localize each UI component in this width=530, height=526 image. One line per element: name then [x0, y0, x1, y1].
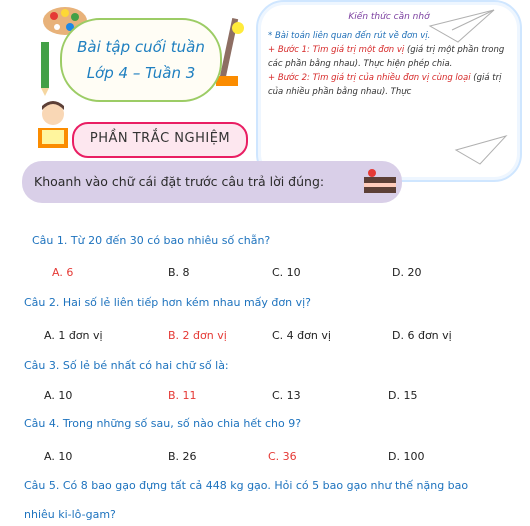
pencil-icon [34, 38, 56, 98]
child-reading-icon [32, 100, 74, 152]
q1-option-a[interactable]: A. 6 [52, 266, 74, 279]
q4-option-a[interactable]: A. 10 [44, 450, 73, 463]
q3-option-b[interactable]: B. 11 [168, 389, 197, 402]
knowledge-line-1: * Bài toán liên quan đến rút về đơn vị. [268, 31, 431, 41]
q4-option-d[interactable]: D. 100 [388, 450, 425, 463]
q1-option-c[interactable]: C. 10 [272, 266, 301, 279]
question-2: Câu 2. Hai số lẻ liên tiếp hơn kém nhau mấy đơn vị? [24, 296, 312, 309]
q3-option-c[interactable]: C. 13 [272, 389, 301, 402]
paper-plane-icon [428, 6, 498, 46]
knowledge-step-1 [268, 43, 506, 71]
instruction-text: Khoanh vào chữ cái đặt trước câu trả lời đúng: [34, 174, 325, 189]
cake-icon [362, 167, 398, 197]
step-1-text: (giá trị một phần trong các phần bằng nhau). Thực hiện phép chia. [268, 45, 505, 69]
step-2-text: (giá trị của nhiều phần bằng nhau). Thực [268, 73, 502, 97]
q3-option-d[interactable]: D. 15 [388, 389, 418, 402]
title-line-2: Lớp 4 – Tuần 3 [86, 64, 196, 82]
knowledge-heading: Kiến thức cần nhớ [348, 12, 430, 22]
question-5: Câu 5. Có 8 bao gạo đựng tất cả 448 kg gạo. Hỏi có 5 bao gạo như thế nặng bao [24, 479, 469, 492]
q2-option-a[interactable]: A. 1 đơn vị [44, 329, 103, 342]
question-3: Câu 3. Số lẻ bé nhất có hai chữ số là: [24, 359, 229, 372]
step-1-label: + Bước 1: Tìm giá trị một đơn vị [268, 45, 405, 55]
title-line-1: Bài tập cuối tuần [77, 38, 205, 56]
multiple-choice-banner [72, 122, 248, 158]
q2-option-d[interactable]: D. 6 đơn vị [392, 329, 452, 342]
q4-option-c[interactable]: C. 36 [268, 450, 297, 463]
banner-label: PHẦN TRẮC NGHIỆM [89, 131, 231, 146]
question-1: Câu 1. Từ 20 đến 30 có bao nhiêu số chẵn? [32, 234, 271, 247]
knowledge-step-2 [268, 71, 506, 99]
paper-plane-icon [454, 132, 510, 168]
question-5-continued: nhiêu ki-lô-gam? [24, 508, 116, 521]
title-box [60, 18, 222, 102]
q2-option-c[interactable]: C. 4 đơn vị [272, 329, 331, 342]
q1-option-b[interactable]: B. 8 [168, 266, 190, 279]
question-4: Câu 4. Trong những số sau, số nào chia hết cho 9? [24, 417, 302, 430]
q2-option-b[interactable]: B. 2 đơn vị [168, 329, 227, 342]
q1-option-d[interactable]: D. 20 [392, 266, 422, 279]
instruction-bar [22, 161, 402, 203]
knowledge-box [256, 0, 522, 182]
step-2-label: + Bước 2: Tìm giá trị của nhiều đơn vị cùng loại [268, 73, 471, 83]
q3-option-a[interactable]: A. 10 [44, 389, 73, 402]
q4-option-b[interactable]: B. 26 [168, 450, 197, 463]
